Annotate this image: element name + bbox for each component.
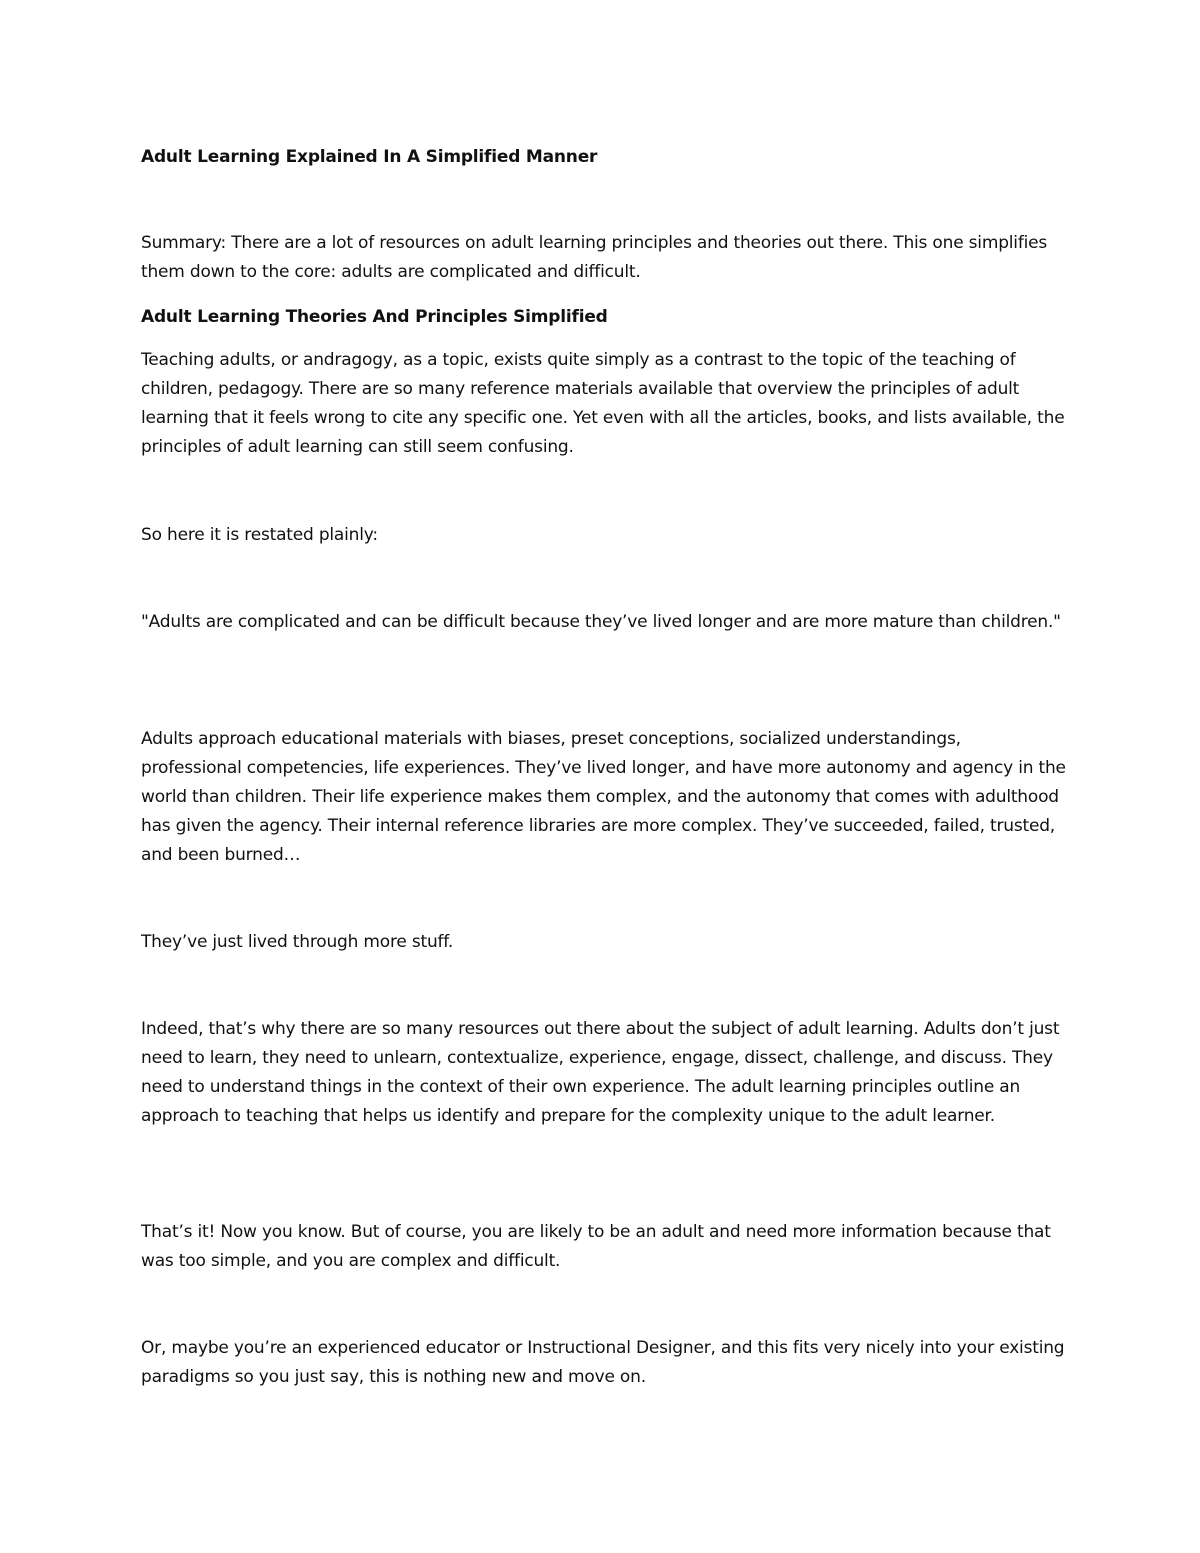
paragraph-lived-through: They’ve just lived through more stuff. [141,932,454,952]
paragraph-restated: So here it is restated plainly: [141,525,378,545]
paragraph-adults-approach: Adults approach educational materials with biases, preset conceptions, socialized understandings, professional competencies, life experiences. They’ve lived longer, and have more autonomy and agency in the world than children. Their life experience makes them complex, and the autonomy that comes with adulthood has given the agency. Their internal reference libraries are more complex. They’ve succeeded, failed, trusted, and been burned… [141,729,1066,865]
document-title: Adult Learning Explained In A Simplified Manner [141,147,598,167]
paragraph-educator: Or, maybe you’re an experienced educator or Instructional Designer, and this fits very nicely into your existing paradigms so you just say, this is nothing new and move on. [141,1338,1065,1387]
paragraph-quote: "Adults are complicated and can be difficult because they’ve lived longer and are more mature than children." [141,612,1061,632]
section-heading: Adult Learning Theories And Principles Simplified [141,307,608,327]
paragraph-thats-it: That’s it! Now you know. But of course, you are likely to be an adult and need more information because that was too simple, and you are complex and difficult. [141,1222,1051,1271]
paragraph-resources: Indeed, that’s why there are so many resources out there about the subject of adult learning. Adults don’t just need to learn, they need to unlearn, contextualize, experience, engage, dissect, challenge, and discuss. They need to understand things in the context of their own experience. The adult learning principles outline an approach to teaching that helps us identify and prepare for the complexity unique to the adult learner. [141,1019,1060,1126]
summary-paragraph: Summary: There are a lot of resources on adult learning principles and theories out there. This one simplifies them down to the core: adults are complicated and difficult. [141,233,1048,282]
paragraph-andragogy: Teaching adults, or andragogy, as a topic, exists quite simply as a contrast to the topic of the teaching of children, pedagogy. There are so many reference materials available that overview the principles of adult learning that it feels wrong to cite any specific one. Yet even with all the articles, books, and lists available, the principles of adult learning can still seem confusing. [141,350,1065,457]
